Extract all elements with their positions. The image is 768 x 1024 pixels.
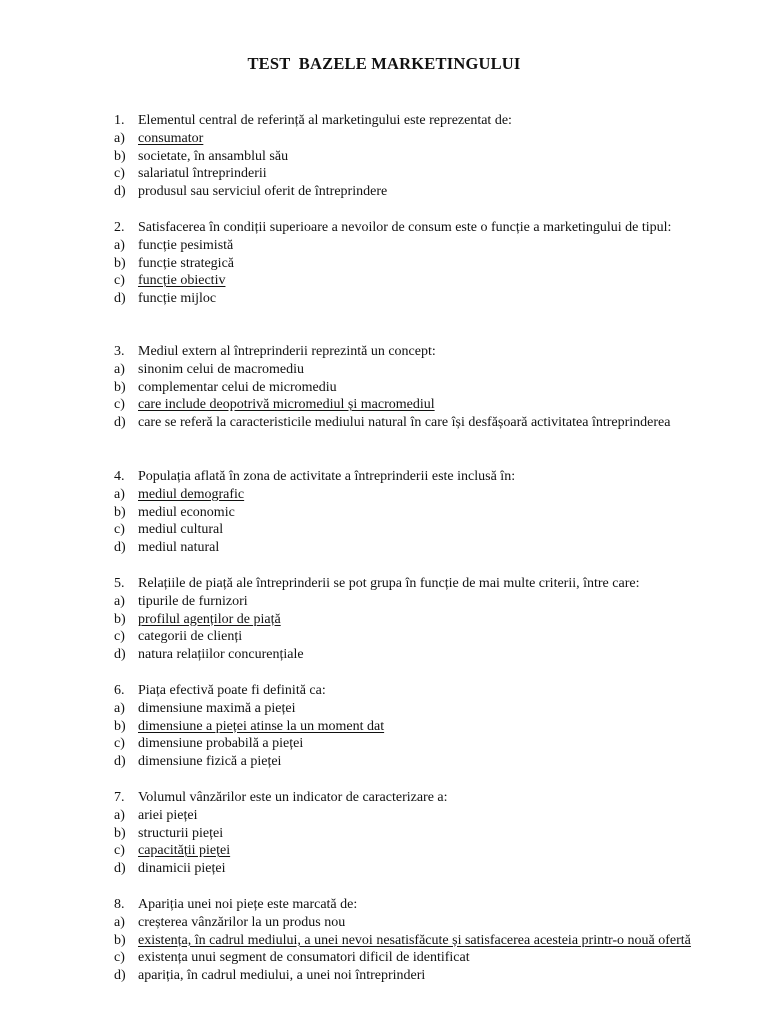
question-number: 7. [114,790,125,805]
option-text: funcție strategică [138,255,235,271]
option-text-correct: consumator [138,130,204,146]
option-a [114,807,696,825]
question-2 [114,219,696,308]
option-letter: b) [114,932,126,948]
option-c [114,735,696,753]
option-letter: c) [114,273,125,289]
option-text: mediul economic [138,504,235,520]
option-text-correct: funcție obiectiv [138,273,226,289]
option-text: dinamicii pieței [138,861,226,877]
option-b [114,504,696,522]
option-text: funcție pesimistă [138,237,234,253]
option-b [114,718,696,736]
question-stem [114,219,696,237]
option-text: apariția, în cadrul mediului, a unei noi întreprinderi [138,968,426,984]
option-b [114,825,696,843]
option-letter: c) [114,397,125,413]
option-letter: d) [114,861,126,877]
option-d [114,290,696,308]
option-c [114,949,696,967]
option-d [114,414,696,432]
question-text: Volumul vânzărilor este un indicator de caracterizare a: [138,790,448,805]
question-8 [114,896,696,985]
option-d [114,183,696,201]
option-text: sinonim celui de macromediu [138,361,305,377]
option-letter: c) [114,736,125,752]
option-letter: b) [114,504,126,520]
option-letter: a) [114,361,125,377]
option-letter: a) [114,700,125,716]
option-letter: b) [114,825,126,841]
option-text: funcție mijloc [138,291,217,307]
question-text: Populația aflată în zona de activitate a întreprinderii este inclusă în: [138,469,516,484]
option-a [114,914,696,932]
option-letter: c) [114,166,125,182]
option-a [114,237,696,255]
option-c [114,165,696,183]
question-text: Satisfacerea în condiții superioare a nevoilor de consum este o funcție a marketingului de tipul: [138,220,672,235]
option-letter: c) [114,629,125,645]
option-b [114,379,696,397]
option-a [114,486,696,504]
question-stem [114,575,696,593]
option-letter: a) [114,807,125,823]
option-letter: c) [114,950,125,966]
question-number: 4. [114,469,125,484]
question-number: 3. [114,344,125,359]
option-d [114,967,696,985]
option-letter: d) [114,415,126,431]
option-text: dimensiune fizică a pieței [138,754,282,770]
option-letter: a) [114,237,125,253]
question-4 [114,468,696,557]
option-text: salariatul întreprinderii [138,166,267,182]
option-text-correct: care include deopotrivă micromediul și macromediul [138,397,435,413]
option-a [114,130,696,148]
option-text-correct: capacității pieței [138,843,231,859]
option-b [114,932,696,950]
option-letter: d) [114,291,126,307]
question-text: Apariția unei noi piețe este marcată de: [138,897,358,912]
option-c [114,521,696,539]
question-number: 6. [114,683,125,698]
option-c [114,396,696,414]
option-letter: b) [114,255,126,271]
option-letter: a) [114,914,125,930]
option-text: existența unui segment de consumatori dificil de identificat [138,950,470,966]
option-text: dimensiune maximă a pieței [138,700,296,716]
option-letter: b) [114,148,126,164]
question-stem [114,112,696,130]
option-d [114,753,696,771]
question-stem [114,343,696,361]
option-d [114,646,696,664]
question-6 [114,682,696,771]
option-d [114,860,696,878]
option-text: societate, în ansamblul său [138,148,289,164]
question-text: Relațiile de piață ale întreprinderii se pot grupa în funcție de mai multe criterii, între care: [138,576,640,591]
option-text-correct: profilul agenților de piață [138,611,281,627]
option-d [114,539,696,557]
option-letter: b) [114,611,126,627]
option-text: mediul natural [138,540,220,556]
option-text: complementar celui de micromediu [138,379,337,395]
question-1 [114,112,696,201]
option-text-correct: mediul demografic [138,486,245,502]
option-text: natura relațiilor concurențiale [138,647,304,663]
option-text-correct: dimensiune a pieței atinse la un moment dat [138,718,385,734]
option-a [114,700,696,718]
option-b [114,255,696,273]
option-letter: d) [114,184,126,200]
option-text: care se referă la caracteristicile mediului natural în care își desfășoară activitatea întreprinderea [138,415,671,431]
question-number: 1. [114,113,125,128]
option-text: tipurile de furnizori [138,593,248,609]
question-stem [114,682,696,700]
option-b [114,611,696,629]
option-letter: c) [114,522,125,538]
question-5 [114,575,696,664]
question-number: 8. [114,897,125,912]
option-text-correct: existența, în cadrul mediului, a unei nevoi nesatisfăcute și satisfacerea acesteia printr-o nouă ofertă [138,932,691,948]
option-letter: d) [114,647,126,663]
option-letter: d) [114,968,126,984]
question-stem [114,468,696,486]
option-text: categorii de clienți [138,629,243,645]
question-stem [114,789,696,807]
question-number: 2. [114,220,125,235]
option-text: ariei pieței [138,807,198,823]
question-number: 5. [114,576,125,591]
option-letter: c) [114,843,125,859]
option-text: dimensiune probabilă a pieței [138,736,304,752]
option-c [114,272,696,290]
option-b [114,148,696,166]
option-letter: b) [114,379,126,395]
option-c [114,842,696,860]
question-stem [114,896,696,914]
document-title: TEST BAZELE MARKETINGULUI [247,54,521,73]
question-text: Elementul central de referință al marketingului este reprezentat de: [138,113,512,128]
option-c [114,628,696,646]
question-3 [114,343,696,432]
option-letter: a) [114,130,125,146]
question-text: Mediul extern al întreprinderii reprezintă un concept: [138,344,436,359]
option-letter: d) [114,754,126,770]
option-text: creșterea vânzărilor la un produs nou [138,914,346,930]
option-a [114,593,696,611]
option-letter: d) [114,540,126,556]
option-letter: a) [114,486,125,502]
option-a [114,361,696,379]
option-text: structurii pieței [138,825,224,841]
option-letter: b) [114,718,126,734]
option-text: produsul sau serviciul oferit de întreprindere [138,184,388,200]
question-7 [114,789,696,878]
option-text: mediul cultural [138,522,224,538]
option-letter: a) [114,593,125,609]
question-text: Piața efectivă poate fi definită ca: [138,683,326,698]
